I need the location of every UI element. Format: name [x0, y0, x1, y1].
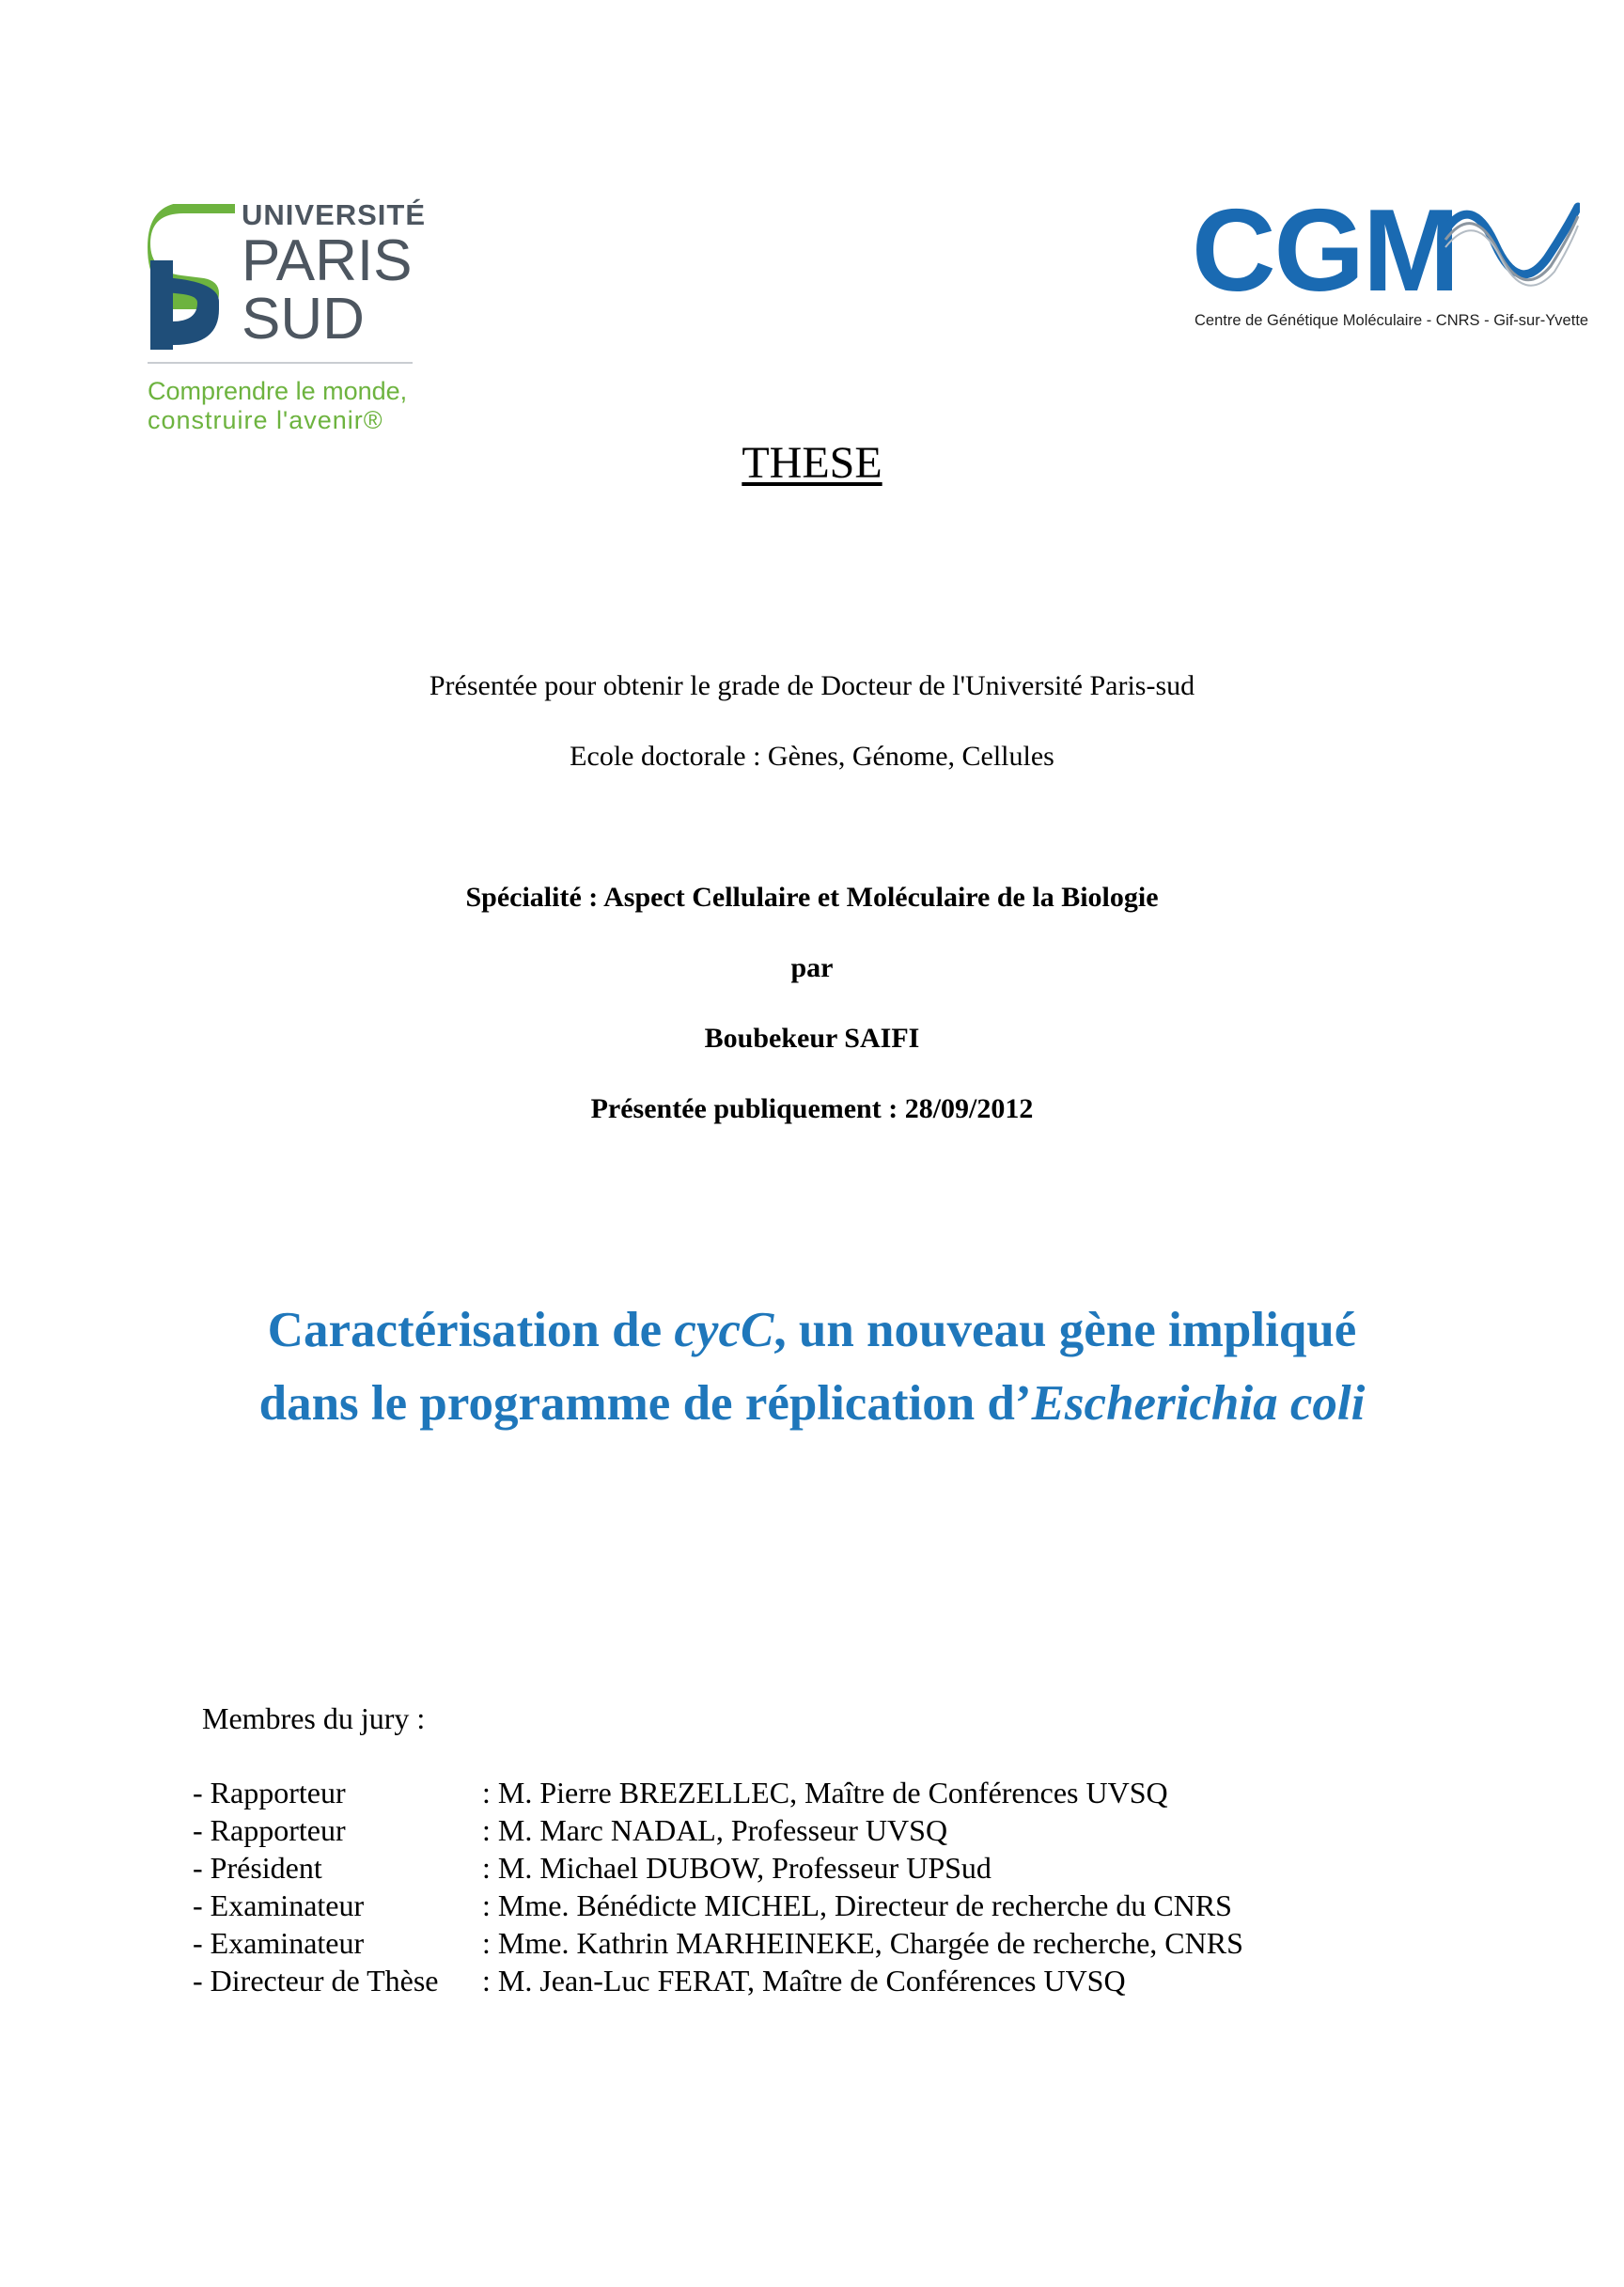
thesis-title-line-1: Caractérisation de cycC, un nouveau gène impliqué — [267, 1303, 1357, 1357]
jury-role: - Président — [193, 1851, 322, 1885]
ups-logo-paris: PARIS — [242, 228, 413, 293]
ups-logo-universite: UNIVERSITÉ — [242, 198, 427, 231]
jury-role: - Examinateur — [193, 1926, 365, 1960]
author-name: Boubekeur SAIFI — [704, 1023, 920, 1054]
jury-heading: Membres du jury : — [202, 1701, 426, 1735]
cgm-wave-icon — [1444, 202, 1580, 296]
jury-member: : M. Michael DUBOW, Professeur UPSud — [482, 1851, 992, 1885]
jury-role: - Rapporteur — [193, 1776, 346, 1809]
document-type-heading: THESE — [742, 438, 882, 488]
ups-logo-divider — [148, 362, 413, 364]
jury-row — [193, 1813, 1414, 1851]
cgm-logo-letters: CGM — [1192, 186, 1459, 316]
doctoral-school: Ecole doctorale : Gènes, Génome, Cellules — [570, 741, 1054, 772]
jury-member: : M. Pierre BREZELLEC, Maître de Conférences UVSQ — [482, 1776, 1168, 1809]
jury-member: : Mme. Bénédicte MICHEL, Directeur de recherche du CNRS — [482, 1888, 1232, 1922]
jury-row — [193, 1776, 1414, 1813]
thesis-title-line-2: dans le programme de réplication d’Escherichia coli — [258, 1376, 1366, 1431]
jury-member: : Mme. Kathrin MARHEINEKE, Chargée de recherche, CNRS — [482, 1926, 1243, 1960]
ups-tagline-2: construire l'avenir® — [148, 406, 383, 434]
jury-row — [193, 1851, 1414, 1888]
universite-paris-sud-logo — [146, 193, 428, 446]
cgm-logo-subtitle: Centre de Génétique Moléculaire - CNRS - Gif-sur-Yvette — [1195, 312, 1589, 329]
jury-role: - Directeur de Thèse — [193, 1964, 439, 1997]
ups-logo-sud: SUD — [242, 287, 365, 352]
ups-tagline-1: Comprendre le monde, — [148, 377, 408, 405]
jury-role: - Rapporteur — [193, 1813, 346, 1847]
jury-row — [193, 1888, 1414, 1926]
ups-s-mark-icon — [146, 204, 235, 350]
speciality: Spécialité : Aspect Cellulaire et Moléculaire de la Biologie — [465, 882, 1159, 913]
degree-statement: Présentée pour obtenir le grade de Docteur de l'Université Paris-sud — [429, 670, 1195, 701]
jury-role: - Examinateur — [193, 1888, 365, 1922]
defense-date: Présentée publiquement : 28/09/2012 — [590, 1093, 1034, 1124]
cgm-logo — [1192, 186, 1589, 334]
jury-member: : M. Jean-Luc FERAT, Maître de Conférences UVSQ — [482, 1964, 1126, 1997]
jury-row — [193, 1926, 1414, 1964]
jury-row — [193, 1964, 1414, 2001]
by-label: par — [790, 952, 834, 983]
jury-member: : M. Marc NADAL, Professeur UVSQ — [482, 1813, 948, 1847]
